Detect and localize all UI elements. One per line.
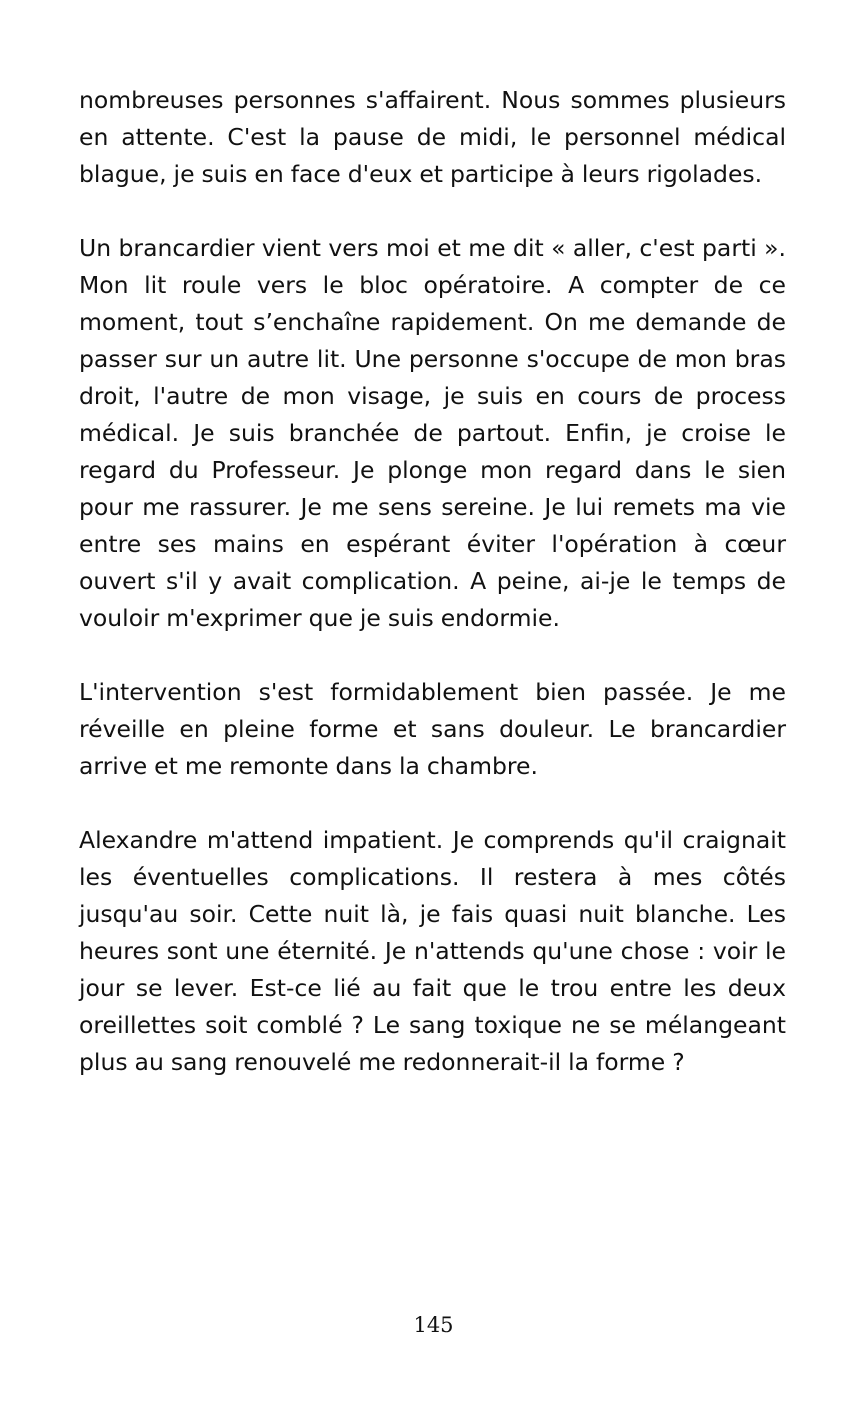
paragraph-4: Alexandre m'attend impatient. Je comprends qu'il craignait les éventuelles complications. Il restera à mes côtés jusqu'au soir. Cette nuit là, je fais quasi nuit blanche. Les heures sont une éternité. Je n'attends qu'une chose : voir le jour se lever. Est-ce lié au fait que le trou entre les deux oreillettes soit comblé ? Le sang toxique ne se mélangeant plus au sang renouvelé me redonnerait-il la forme ? [79,826,786,1076]
paragraph-2: Un brancardier vient vers moi et me dit « aller, c'est parti ». Mon lit roule vers le bloc opératoire. A compter de ce moment, tout s’enchaîne rapidement. On me demande de passer sur un autre lit. Une personne s'occupe de mon bras droit, l'autre de mon visage, je suis en cours de process médical. Je suis branchée de partout. Enfin, je croise le regard du Professeur. Je plonge mon regard dans le sien pour me rassurer. Je me sens sereine. Je lui remets ma vie entre ses mains en espérant éviter l'opération à cœur ouvert s'il y avait complication. A peine, ai-je le temps de vouloir m'exprimer que je suis endormie. [79,234,786,632]
paragraph-1: nombreuses personnes s'affairent. Nous sommes plusieurs en attente. C'est la pause de midi, le personnel médical blague, je suis en face d'eux et participe à leurs rigolades. [79,86,786,188]
body-text [79,82,786,1118]
page-number: 145 [413,1313,454,1337]
paragraph-3: L'intervention s'est formidablement bien passée. Je me réveille en pleine forme et sans douleur. Le brancardier arrive et me remonte dans la chambre. [79,678,786,780]
